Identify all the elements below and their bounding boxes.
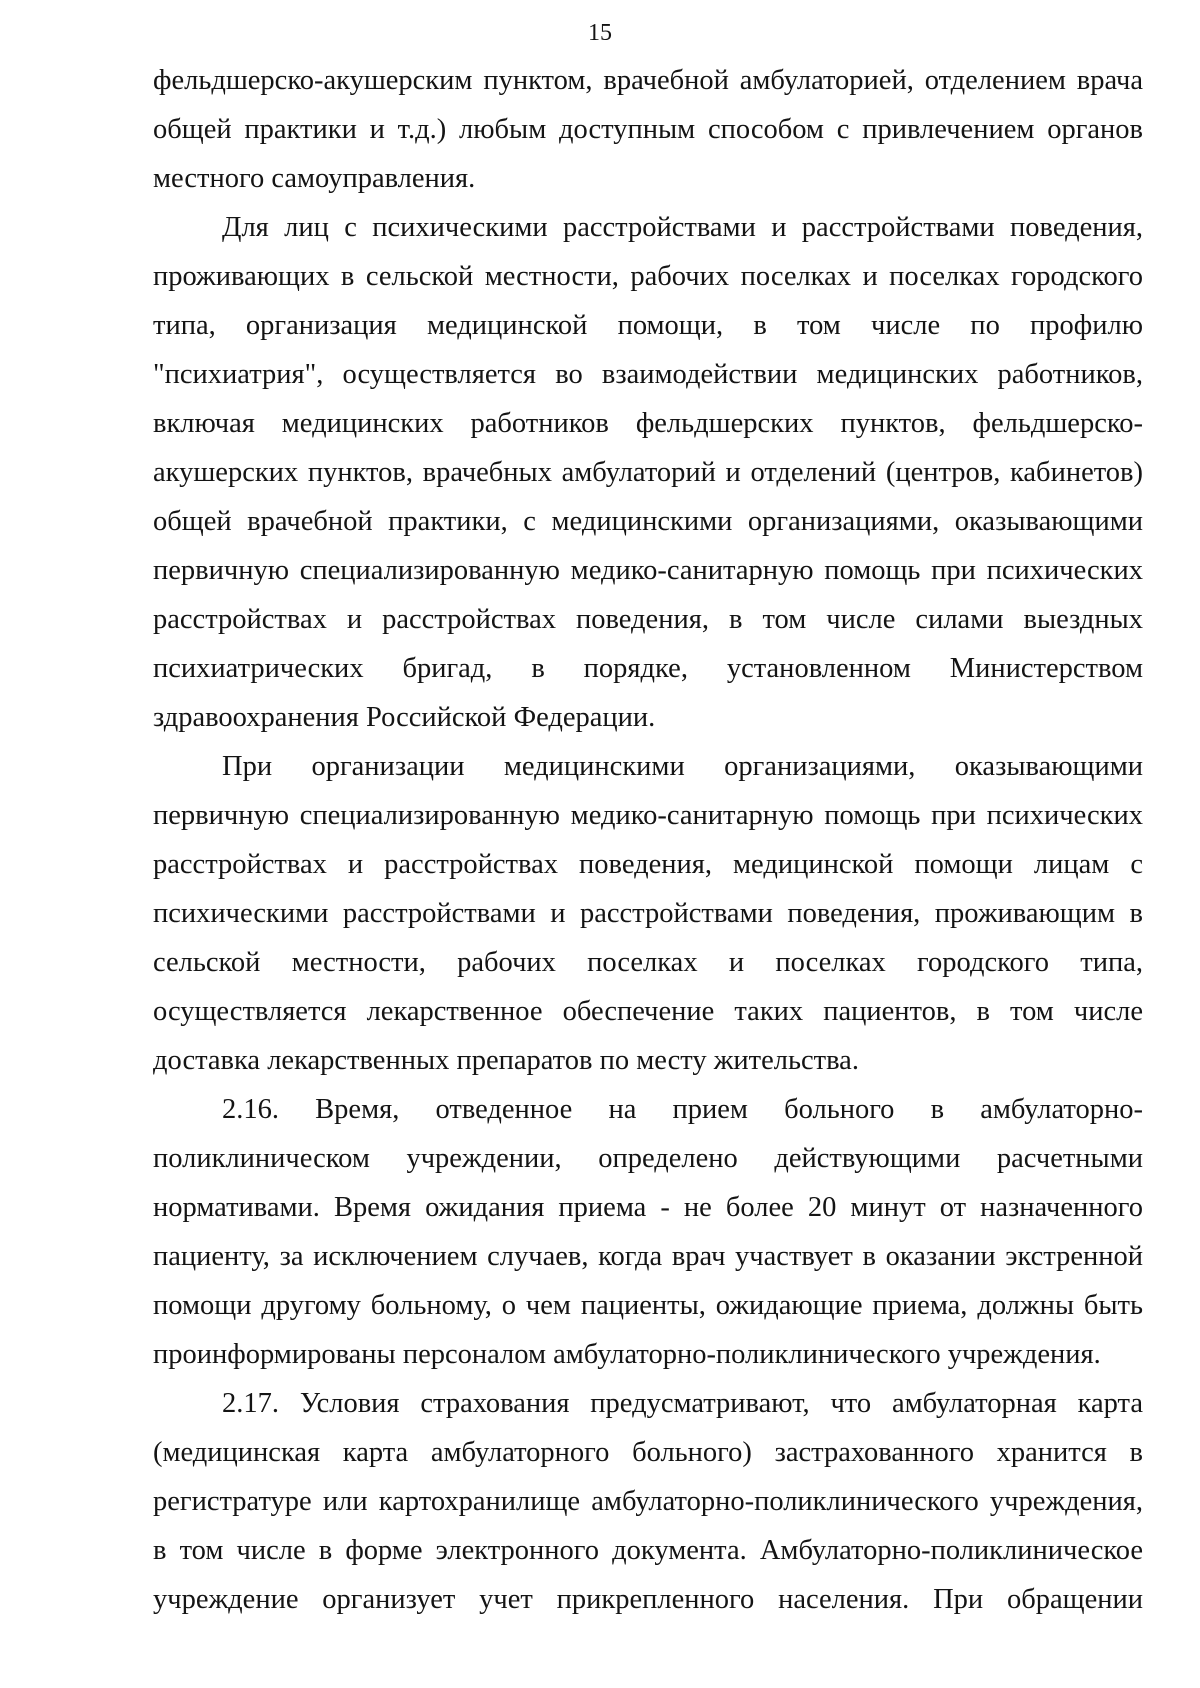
text-line: помощи другому больному, о чем пациенты, ожидающие приема, должны быть: [153, 1290, 1143, 1321]
text-line: психиатрических бригад, в порядке, установленном Министерством: [153, 653, 1143, 684]
text-line: проинформированы персоналом амбулаторно-поликлинического учреждения.: [153, 1339, 1101, 1370]
paragraph-rural-psychiatric-care: [153, 203, 1143, 742]
text-line: местного самоуправления.: [153, 163, 476, 194]
text-line: фельдшерско-акушерским пунктом, врачебной амбулаторией, отделением врача: [153, 65, 1143, 96]
text-line: первичную специализированную медико-санитарную помощь при психических: [153, 800, 1143, 831]
text-line: общей практики и т.д.) любым доступным способом с привлечением органов: [153, 114, 1143, 145]
text-line: поликлиническом учреждении, определено действующими расчетными: [153, 1143, 1143, 1174]
document-body: [153, 56, 1143, 1624]
text-line: включая медицинских работников фельдшерских пунктов, фельдшерско-: [153, 408, 1143, 439]
text-line: Для лиц с психическими расстройствами и расстройствами поведения,: [222, 212, 1143, 243]
text-line: здравоохранения Российской Федерации.: [153, 702, 656, 733]
paragraph-section-2-16: [153, 1085, 1143, 1379]
text-line: проживающих в сельской местности, рабочих поселках и поселках городского: [153, 261, 1143, 292]
text-line: нормативами. Время ожидания приема - не более 20 минут от назначенного: [153, 1192, 1143, 1223]
text-line: пациенту, за исключением случаев, когда врач участвует в оказании экстренной: [153, 1241, 1143, 1272]
paragraph-continuation: [153, 56, 1143, 203]
text-line: регистратуре или картохранилище амбулаторно-поликлинического учреждения,: [153, 1486, 1143, 1517]
text-line: первичную специализированную медико-санитарную помощь при психических: [153, 555, 1143, 586]
text-line: расстройствах и расстройствах поведения, в том числе силами выездных: [153, 604, 1143, 635]
text-line: При организации медицинскими организациями, оказывающими: [222, 751, 1143, 782]
text-line: психическими расстройствами и расстройствами поведения, проживающим в: [153, 898, 1143, 929]
page-number: 15: [588, 20, 612, 46]
text-line: осуществляется лекарственное обеспечение таких пациентов, в том числе: [153, 996, 1143, 1027]
paragraph-section-2-17: [153, 1379, 1143, 1624]
text-line: 2.17. Условия страхования предусматривают, что амбулаторная карта: [222, 1388, 1143, 1419]
text-line: в том числе в форме электронного документа. Амбулаторно-поликлиническое: [153, 1535, 1143, 1566]
text-line: акушерских пунктов, врачебных амбулаторий и отделений (центров, кабинетов): [153, 457, 1143, 488]
text-line: "психиатрия", осуществляется во взаимодействии медицинских работников,: [153, 359, 1143, 390]
text-line: доставка лекарственных препаратов по месту жительства.: [153, 1045, 859, 1076]
text-line: расстройствах и расстройствах поведения, медицинской помощи лицам с: [153, 849, 1143, 880]
text-line: общей врачебной практики, с медицинскими организациями, оказывающими: [153, 506, 1143, 537]
text-line: 2.16. Время, отведенное на прием больного в амбулаторно-: [222, 1094, 1143, 1125]
text-line: типа, организация медицинской помощи, в том числе по профилю: [153, 310, 1143, 341]
paragraph-medication-provision: [153, 742, 1143, 1085]
text-line: сельской местности, рабочих поселках и поселках городского типа,: [153, 947, 1143, 978]
text-line: (медицинская карта амбулаторного больного) застрахованного хранится в: [153, 1437, 1143, 1468]
text-line: учреждение организует учет прикрепленного населения. При обращении: [153, 1584, 1143, 1615]
